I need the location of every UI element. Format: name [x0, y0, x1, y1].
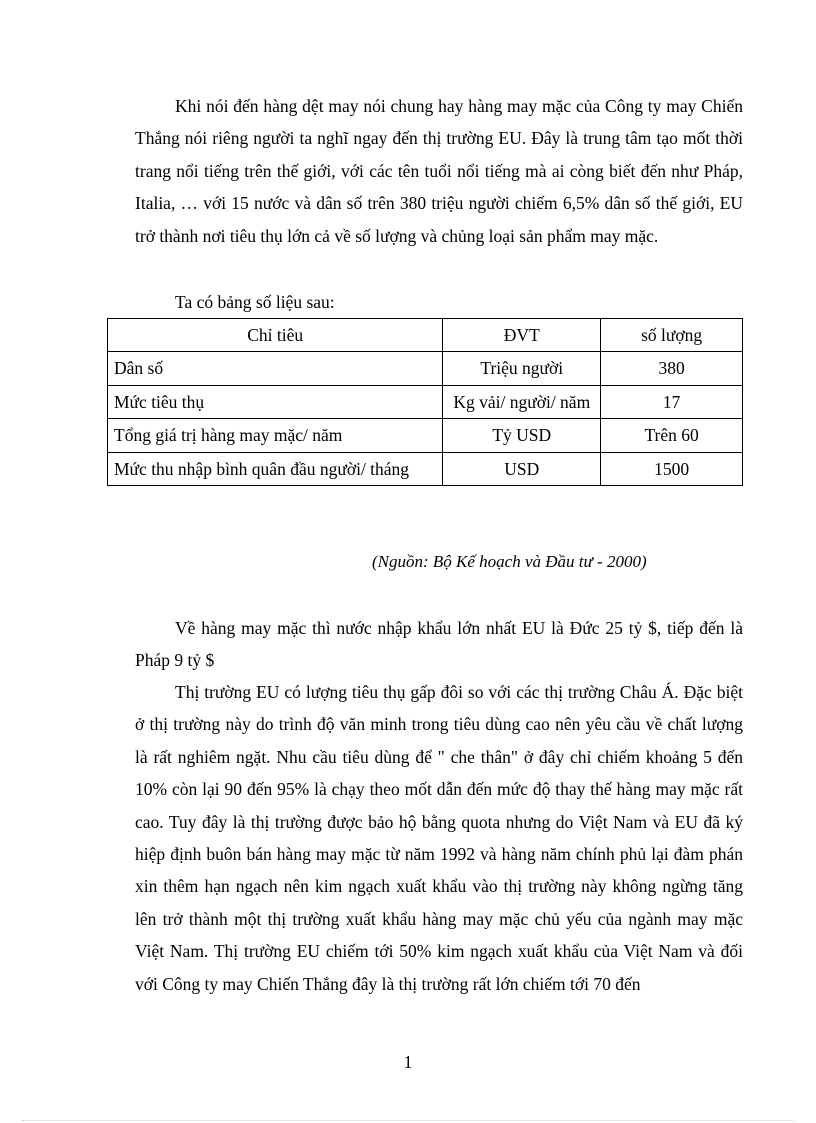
table-cell: Trên 60	[601, 419, 743, 452]
paragraph-eu-market-intro: Khi nói đến hàng dệt may nói chung hay hàng may mặc của Công ty may Chiến Thắng nói riêng người ta nghĩ ngay đến thị trường EU. Đây là trung tâm tạo mốt thời trang nổi tiếng trên thế giới, với các tên tuổi nổi tiếng mà ai còng biết đến như Pháp, Italia, … với 15 nước và dân số trên 380 triệu người chiếm 6,5% dân số thế giới, EU trở thành nơi tiêu thụ lớn cả về số lượng và chủng loại sản phẩm may mặc.	[135, 96, 743, 246]
table-cell: 17	[601, 385, 743, 418]
table-header-cell: Chỉ tiêu	[108, 319, 443, 352]
eu-statistics-table	[107, 318, 743, 486]
table-cell: USD	[443, 452, 601, 485]
table-row	[108, 385, 743, 418]
table-header-cell: ĐVT	[443, 319, 601, 352]
table-cell: Tổng giá trị hàng may mặc/ năm	[108, 419, 443, 452]
page-number: 1	[403, 1052, 413, 1072]
table-cell: Mức tiêu thụ	[108, 385, 443, 418]
page-bottom-divider	[22, 1120, 794, 1121]
table-cell: Tỷ USD	[443, 419, 601, 452]
table-cell: 380	[601, 352, 743, 385]
table-cell: 1500	[601, 452, 743, 485]
paragraph-import-countries: Về hàng may mặc thì nước nhập khẩu lớn nhất EU là Đức 25 tỷ $, tiếp đến là Pháp 9 tỷ $	[135, 618, 743, 671]
table-cell: Triệu người	[443, 352, 601, 385]
table-row	[108, 452, 743, 485]
paragraph-eu-consumption: Thị trường EU có lượng tiêu thụ gấp đôi so với các thị trường Châu Á. Đặc biệt ở thị trường này do trình độ văn minh trong tiêu dùng cao nên yêu cầu về chất lượng là rất nghiêm ngặt. Nhu cầu tiêu dùng để " che thân" ở đây chỉ chiếm khoảng 5 đến 10% còn lại 90 đến 95% là chạy theo mốt dẫn đến mức độ thay thế hàng may mặc rất cao. Tuy đây là thị trường được bảo hộ bằng quota nhưng do Việt Nam và EU đã ký hiệp định buôn bán hàng may mặc từ năm 1992 và hàng năm chính phủ lại đàm phán xin thêm hạn ngạch nên kim ngạch xuất khẩu vào thị trường này không ngừng tăng lên trở thành một thị trường xuất khẩu hàng may mặc chủ yếu của ngành may mặc Việt Nam. Thị trường EU chiếm tới 50% kim ngạch xuất khẩu của Việt Nam và đối với Công ty may Chiến Thắng đây là thị trường rất lớn chiếm tới 70 đến	[135, 682, 743, 994]
table-cell: Mức thu nhập bình quân đầu người/ tháng	[108, 452, 443, 485]
table-cell: Dân số	[108, 352, 443, 385]
table-header-row	[108, 319, 743, 352]
table-row	[108, 419, 743, 452]
table-cell: Kg vải/ người/ năm	[443, 385, 601, 418]
table-header-cell: số lượng	[601, 319, 743, 352]
table-row	[108, 352, 743, 385]
table-source-note: (Nguồn: Bộ Kế hoạch và Đầu tư - 2000)	[372, 552, 647, 571]
table-intro-text: Ta có bảng số liệu sau:	[175, 292, 335, 312]
